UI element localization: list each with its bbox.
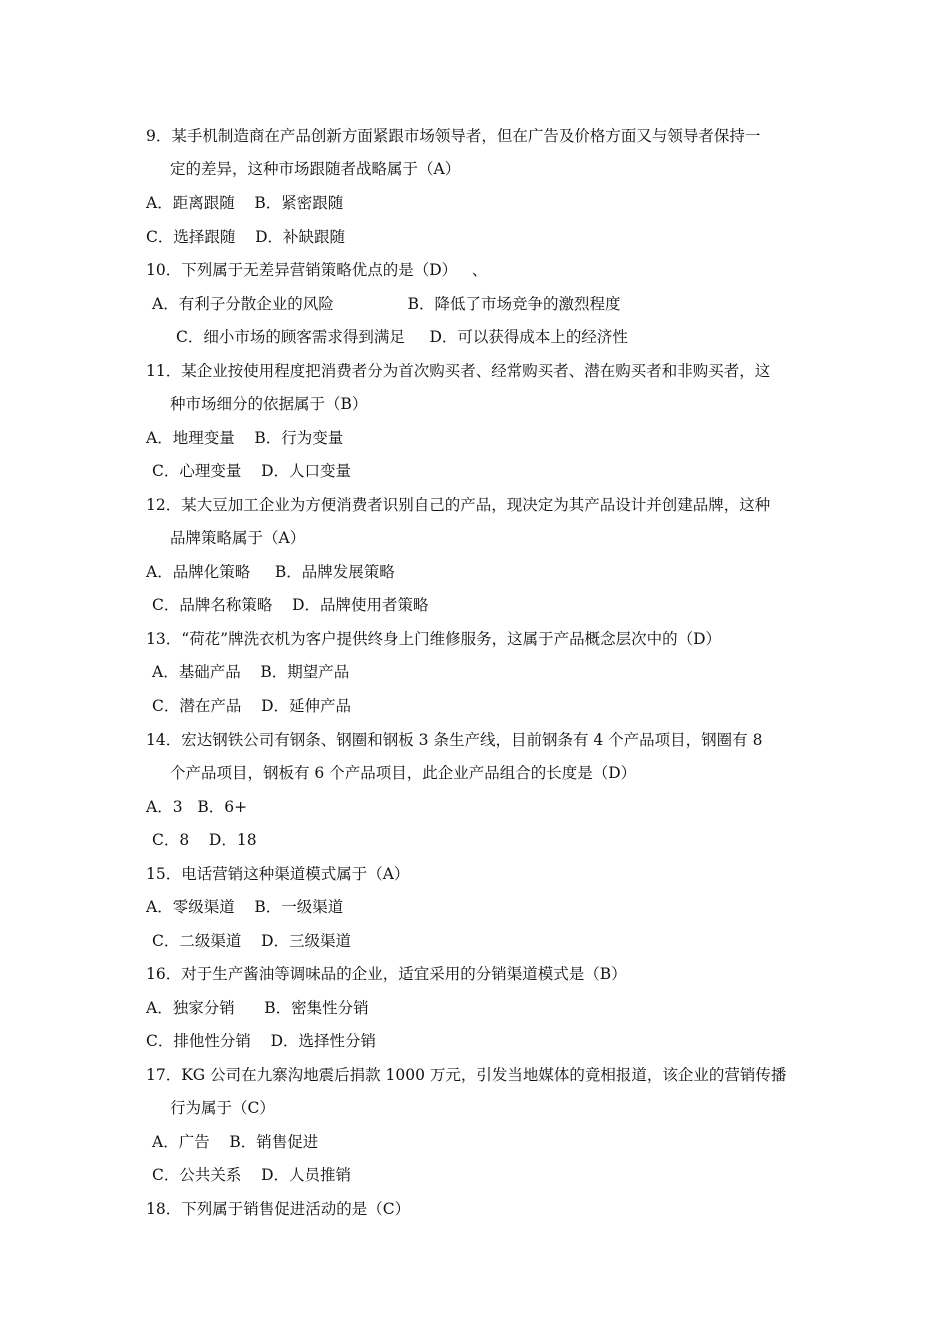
question-16-options-ab: A．独家分销 B．密集性分销 (146, 999, 369, 1017)
question-13-options-ab: A．基础产品 B．期望产品 (152, 663, 350, 681)
question-11-stem-line-2: 种市场细分的依据属于（B） (170, 395, 368, 413)
question-15-options-cd: C．二级渠道 D．三级渠道 (152, 932, 351, 950)
question-12-stem-line-2: 品牌策略属于（A） (170, 529, 306, 547)
question-13-stem: 13．“荷花”牌洗衣机为客户提供终身上门维修服务，这属于产品概念层次中的（D） (146, 630, 722, 648)
question-14-stem-line-2: 个产品项目，钢板有 6 个产品项目，此企业产品组合的长度是（D） (170, 764, 637, 782)
question-12-options-ab: A．品牌化策略 B．品牌发展策略 (146, 563, 395, 581)
question-9-options-cd: C．选择跟随 D．补缺跟随 (146, 228, 345, 246)
question-9-options-ab: A．距离跟随 B．紧密跟随 (146, 194, 344, 212)
question-9-stem-line-1: 9．某手机制造商在产品创新方面紧跟市场领导者，但在广告及价格方面又与领导者保持一 (146, 127, 761, 145)
question-16-stem: 16．对于生产酱油等调味品的企业，适宜采用的分销渠道模式是（B） (146, 965, 627, 983)
question-11-stem-line-1: 11．某企业按使用程度把消费者分为首次购买者、经常购买者、潜在购买者和非购买者，这 (146, 362, 771, 380)
question-12-options-cd: C．品牌名称策略 D．品牌使用者策略 (152, 596, 429, 614)
question-17-stem-line-2: 行为属于（C） (170, 1099, 275, 1117)
question-17-stem-line-1: 17．KG 公司在九寨沟地震后捐款 1000 万元，引发当地媒体的竟相报道，该企业的营销传播 (146, 1066, 787, 1084)
question-14-options-cd: C．8 D．18 (152, 831, 257, 849)
question-13-options-cd: C．潜在产品 D．延伸产品 (152, 697, 351, 715)
question-18-stem: 18．下列属于销售促进活动的是（C） (146, 1200, 411, 1218)
question-9-stem-line-2: 定的差异，这种市场跟随者战略属于（A） (170, 160, 461, 178)
question-10-options-ab: A．有利子分散企业的风险 B．降低了市场竞争的激烈程度 (152, 295, 621, 313)
question-17-options-ab: A．广告 B．销售促进 (152, 1133, 319, 1151)
question-12-stem-line-1: 12．某大豆加工企业为方便消费者识别自己的产品，现决定为其产品设计并创建品牌，这种 (146, 496, 771, 514)
question-15-stem: 15．电话营销这种渠道模式属于（A） (146, 865, 410, 883)
question-16-options-cd: C．排他性分销 D．选择性分销 (146, 1032, 376, 1050)
question-15-options-ab: A．零级渠道 B．一级渠道 (146, 898, 344, 916)
question-17-options-cd: C．公共关系 D．人员推销 (152, 1166, 351, 1184)
question-11-options-ab: A．地理变量 B．行为变量 (146, 429, 344, 447)
question-14-options-ab: A．3 B．6+ (146, 798, 248, 816)
question-11-options-cd: C．心理变量 D．人口变量 (152, 462, 351, 480)
question-10-options-cd: C．细小市场的顾客需求得到满足 D．可以获得成本上的经济性 (176, 328, 628, 346)
question-14-stem-line-1: 14．宏达钢铁公司有钢条、钢圈和钢板 3 条生产线，目前钢条有 4 个产品项目，钢圈有 8 (146, 731, 763, 749)
question-10-stem: 10．下列属于无差异营销策略优点的是（D） 、 (146, 261, 488, 279)
